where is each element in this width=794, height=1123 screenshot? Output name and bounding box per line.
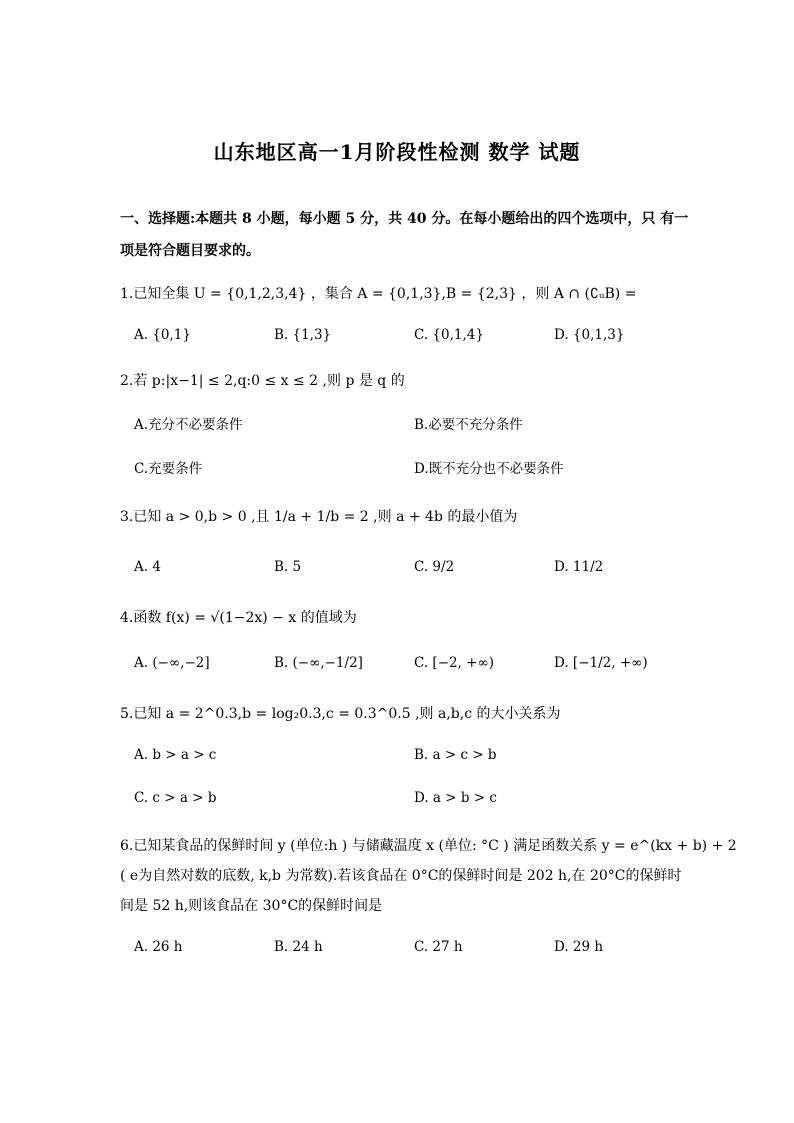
question-1-stem: 1.已知全集 U = {0,1,2,3,4} ，集合 A = {0,1,3},B = {2,3} ，则 A ∩ (∁ᵤB) = xyxy=(120,286,637,302)
question-1-option-d: D. {0,1,3} xyxy=(554,327,625,343)
question-5-option-b: B. a > c > b xyxy=(414,747,497,763)
question-1-option-a: A. {0,1} xyxy=(134,327,191,343)
question-4-option-b: B. (−∞,−1/2] xyxy=(274,655,363,671)
question-3-option-d: D. 11/2 xyxy=(554,559,604,575)
question-5-stem: 5.已知 a = 2^0.3,b = log₂0.3,c = 0.3^0.5 ,则 a,b,c 的大小关系为 xyxy=(120,706,561,722)
question-6-option-c: C. 27 h xyxy=(414,939,463,955)
question-5-option-d: D. a > b > c xyxy=(414,790,497,806)
question-3-option-b: B. 5 xyxy=(274,559,302,575)
question-6-option-b: B. 24 h xyxy=(274,939,323,955)
question-2-option-b: B.必要不充分条件 xyxy=(414,417,523,433)
question-2-option-a: A.充分不必要条件 xyxy=(134,417,243,433)
section-heading-line-2: 项是符合题目要求的。 xyxy=(120,243,260,259)
question-5-option-c: C. c > a > b xyxy=(134,790,217,806)
question-4-option-c: C. [−2, +∞) xyxy=(414,655,495,671)
question-3-stem: 3.已知 a > 0,b > 0 ,且 1/a + 1/b = 2 ,则 a + 4b 的最小值为 xyxy=(120,509,518,525)
section-heading-line-1: 一、选择题:本题共 8 小题，每小题 5 分，共 40 分。在每小题给出的四个选项中，只 有一 xyxy=(120,211,689,227)
question-4-option-d: D. [−1/2, +∞) xyxy=(554,655,648,671)
page-title: 山东地区高一1月阶段性检测 数学 试题 xyxy=(213,140,581,164)
question-6-option-d: D. 29 h xyxy=(554,939,604,955)
question-6-stem-line-2: ( e为自然对数的底数, k,b 为常数).若该食品在 0°C的保鲜时间是 202 h,在 20°C的保鲜时 xyxy=(120,868,682,884)
question-1-option-c: C. {0,1,4} xyxy=(414,327,484,343)
question-4-stem: 4.函数 f(x) = √(1−2x) − x 的值域为 xyxy=(120,610,357,626)
question-2-option-d: D.既不充分也不必要条件 xyxy=(414,461,564,477)
question-4-option-a: A. (−∞,−2] xyxy=(134,655,210,671)
question-2-stem: 2.若 p:|x−1| ≤ 2,q:0 ≤ x ≤ 2 ,则 p 是 q 的 xyxy=(120,373,405,389)
question-3-option-a: A. 4 xyxy=(134,559,161,575)
question-3-option-c: C. 9/2 xyxy=(414,559,455,575)
question-1-option-b: B. {1,3} xyxy=(274,327,332,343)
question-6-stem-line-1: 6.已知某食品的保鲜时间 y (单位:h ) 与储藏温度 x (单位: °C ) 满足函数关系 y = e^(kx + b) + 2 xyxy=(120,838,737,854)
question-6-stem-line-3: 间是 52 h,则该食品在 30°C的保鲜时间是 xyxy=(120,898,383,914)
question-5-option-a: A. b > a > c xyxy=(134,747,217,763)
question-6-option-a: A. 26 h xyxy=(134,939,183,955)
question-2-option-c: C.充要条件 xyxy=(134,461,203,477)
